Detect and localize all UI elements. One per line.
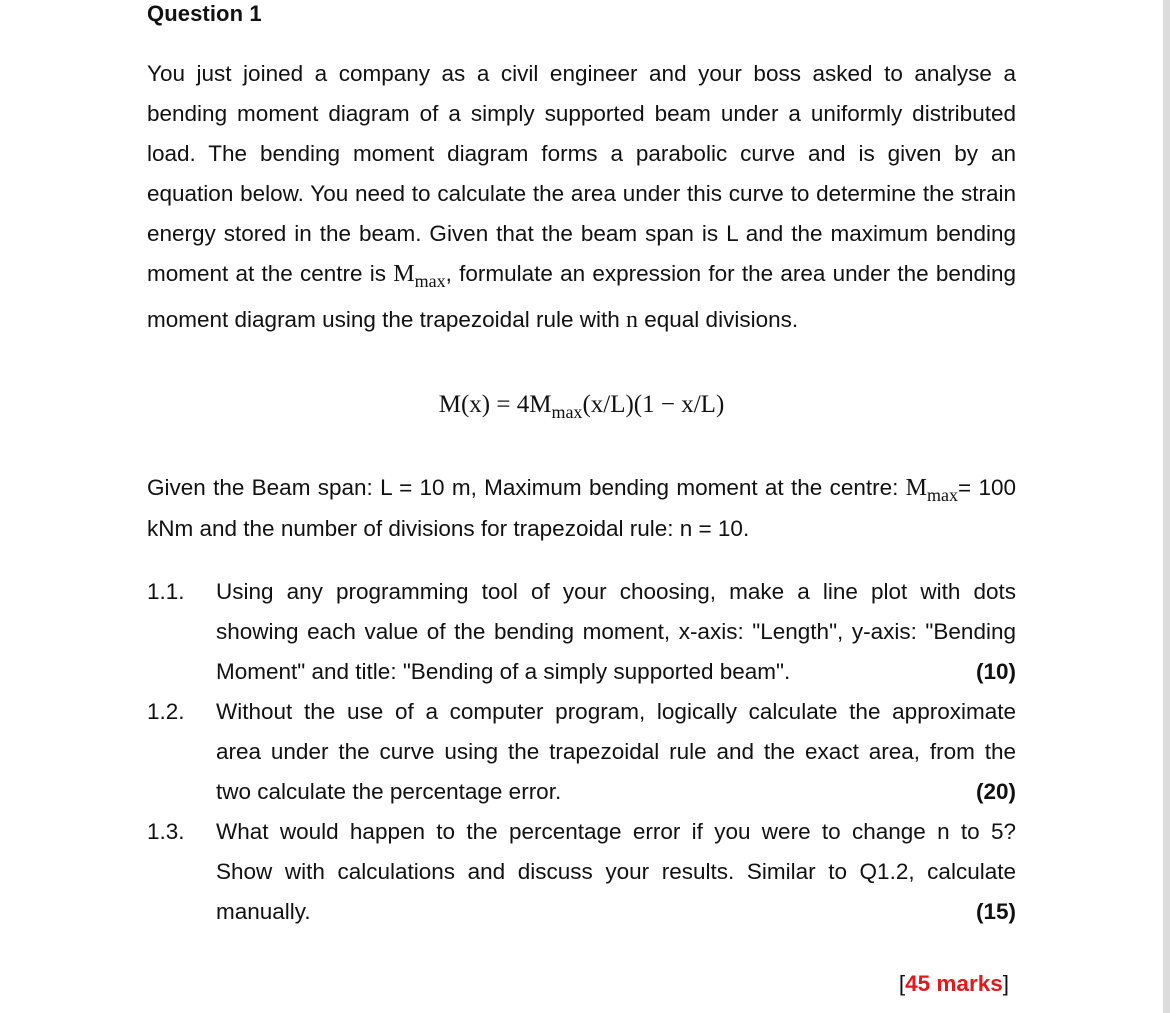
intro-line-6-text-b: , formulate an expression for the area under the bending	[445, 261, 1016, 286]
intro-line-4: equation below. You need to calculate the area under this curve to determine the strain	[147, 181, 1016, 206]
item-2-number: 1.2.	[147, 699, 185, 724]
equation-lhs: M(x) = 4M	[438, 391, 552, 418]
question-heading: Question 1	[147, 1, 262, 26]
total-close-bracket: ]	[1002, 971, 1009, 996]
item-2-line-2: area under the curve using the trapezoidal rule and the exact area, from the	[216, 739, 1016, 764]
intro-line-3: load. The bending moment diagram forms a parabolic curve and is given by an	[147, 141, 1016, 166]
equation-rhs: (x/L)(1 − x/L)	[582, 391, 725, 418]
given-line-1	[147, 475, 1017, 505]
given-mmax-symbol: M	[905, 475, 928, 501]
intro-line-1: You just joined a company as a civil engineer and your boss asked to analyse a	[147, 61, 1016, 86]
total-marks-text: 45 marks	[905, 971, 1003, 996]
page-edge-shadow	[1163, 0, 1170, 1013]
item-3-marks: (15)	[975, 899, 1016, 924]
mmax-subscript: max	[414, 271, 446, 291]
given-line-1-text-a: Given the Beam span: L = 10 m, Maximum bending moment at the centre:	[147, 475, 906, 500]
equation-subscript: max	[551, 402, 583, 422]
item-1-line-1: Using any programming tool of your choosing, make a line plot with dots	[216, 579, 1016, 604]
item-2-line-1: Without the use of a computer program, logically calculate the approximate	[216, 699, 1016, 724]
item-1-line-3-row	[216, 659, 1016, 685]
intro-line-7	[147, 307, 798, 334]
item-1-marks: (10)	[975, 659, 1016, 684]
bending-moment-equation	[0, 391, 1163, 422]
intro-line-6-text-a: moment at the centre is	[147, 261, 394, 286]
item-3-number: 1.3.	[147, 819, 185, 844]
item-1-line-3: Moment" and title: "Bending of a simply supported beam".	[216, 659, 791, 684]
intro-line-5: energy stored in the beam. Given that the beam span is L and the maximum bending	[147, 221, 1016, 246]
item-1-number: 1.1.	[147, 579, 185, 604]
item-3-line-2: Show with calculations and discuss your results. Similar to Q1.2, calculate	[216, 859, 1016, 884]
mmax-symbol: M	[393, 261, 415, 287]
item-3-line-3-row	[216, 899, 1016, 925]
given-line-1-text-b: = 100	[958, 475, 1017, 500]
item-1-line-2: showing each value of the bending moment, x-axis: "Length", y-axis: "Bending	[216, 619, 1016, 644]
given-mmax-subscript: max	[927, 485, 959, 505]
item-2-line-3: two calculate the percentage error.	[216, 779, 562, 804]
total-open-bracket: [	[898, 971, 906, 996]
given-line-2: kNm and the number of divisions for trapezoidal rule: n = 10.	[147, 516, 750, 541]
intro-line-7-text-b: equal divisions.	[638, 307, 799, 332]
intro-line-6	[147, 261, 1016, 291]
item-3-line-3: manually.	[216, 899, 311, 924]
intro-line-7-text-a: moment diagram using the trapezoidal rule with	[147, 307, 626, 332]
item-2-line-3-row	[216, 779, 1016, 805]
n-symbol: n	[626, 307, 638, 333]
item-3-line-1: What would happen to the percentage error if you were to change n to 5?	[216, 819, 1016, 844]
total-marks	[899, 971, 1009, 997]
intro-line-2: bending moment diagram of a simply supported beam under a uniformly distributed	[147, 101, 1016, 126]
item-2-marks: (20)	[975, 779, 1016, 804]
